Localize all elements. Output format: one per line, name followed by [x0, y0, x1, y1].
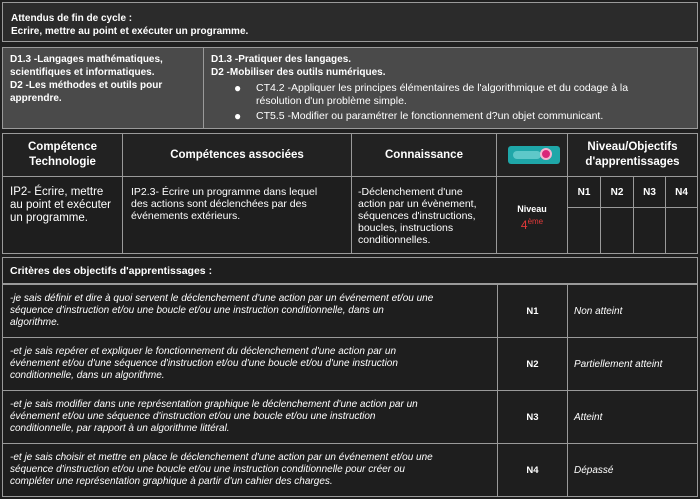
niveau-sup: ème — [527, 217, 544, 226]
associee-text — [131, 186, 317, 222]
domain-line: scientifiques et informatiques. — [10, 67, 155, 78]
status-text: Dépassé — [574, 465, 614, 476]
critere-status-n2 — [567, 337, 698, 391]
critere-row-n3 — [2, 390, 498, 444]
badge-pill — [513, 151, 541, 159]
bullet-icon: ● — [234, 81, 242, 95]
domain-line: D2 -Mobiliser des outils numériques. — [211, 67, 386, 78]
domains-right-text — [211, 53, 385, 79]
level-text: N3 — [526, 411, 539, 423]
cell-competence — [2, 176, 123, 254]
level-cell-n3[interactable] — [633, 207, 666, 254]
text-line: IP2.3- Écrire un programme dans lequel — [131, 186, 318, 198]
level-text: N4 — [675, 186, 688, 198]
critere-text — [10, 452, 433, 488]
header-competence — [2, 133, 123, 177]
text-line: algorithme. — [10, 317, 60, 328]
level-header-n4 — [665, 176, 698, 208]
level-cell-n1[interactable] — [567, 207, 601, 254]
text-line: conditionnelles. — [358, 234, 431, 246]
critere-status-n1 — [567, 284, 698, 338]
level-cell-n2[interactable] — [600, 207, 634, 254]
header-text: Compétences associées — [170, 148, 304, 161]
header-text: Compétence — [27, 141, 98, 153]
text-line: événement et/ou une séquence d'instruction et/ou une boucle et/ou une instruction — [10, 411, 376, 422]
level-header-n2 — [600, 176, 634, 208]
text-line: action par un évènement, — [358, 198, 477, 210]
text-line: compléter une représentation graphique à partir d'un cahier des charges. — [10, 476, 333, 487]
connaissance-text — [358, 186, 477, 246]
header-connaissance — [351, 133, 497, 177]
header-text: d'apprentissages — [585, 156, 680, 168]
bullet-text: résolution d'un problème simple. — [256, 95, 407, 107]
critere-text — [10, 293, 433, 329]
level-header-n3 — [633, 176, 666, 208]
critere-level-n2 — [497, 337, 568, 391]
level-header-n1 — [567, 176, 601, 208]
text-line: conditionnelle, par rapport à un algorithme littéral. — [10, 423, 230, 434]
status-text: Partiellement atteint — [574, 359, 663, 370]
level-text: N1 — [577, 186, 591, 198]
bullet-ct55 — [234, 109, 604, 123]
attendus-text — [11, 12, 248, 38]
header-associees — [122, 133, 352, 177]
critere-text — [10, 399, 418, 435]
text-line: -je sais définir et dire à quoi servent le déclenchement d'une action par un événement et/ou une — [10, 293, 434, 304]
bullet-icon: ● — [234, 109, 242, 123]
text-line: des actions sont déclenchées par des — [131, 198, 307, 210]
domain-line: apprendre. — [10, 93, 62, 104]
critere-level-n1 — [497, 284, 568, 338]
status-text: Atteint — [574, 412, 603, 423]
text-line: événements extérieurs. — [131, 210, 241, 222]
text-line: -et je sais repérer et expliquer le fonctionnement du déclenchement d'une action par un — [10, 346, 397, 357]
attendus-title: Attendus de fin de cycle : — [11, 13, 133, 24]
header-text: Niveau/Objectifs — [587, 141, 678, 153]
critere-text — [10, 346, 398, 382]
text-line: conditionnelle, dans un algorithme. — [10, 370, 165, 381]
domains-left-text — [10, 53, 163, 105]
text-line: boucles, instructions — [358, 222, 454, 234]
text-line: un programme. — [10, 212, 88, 224]
level-text: N4 — [526, 464, 539, 476]
text-line: séquence d'instruction et/ou une boucle et/ou une instruction conditionnelle pour créer ou — [10, 464, 405, 475]
critere-row-n2 — [2, 337, 498, 391]
cell-connaissance — [351, 176, 497, 254]
text-line: séquence d'instruction et/ou une boucle et/ou une instruction conditionnelle, dans un — [10, 305, 384, 316]
critere-row-n4 — [2, 443, 498, 497]
niveau-number: 4 — [520, 218, 528, 232]
header-text: Connaissance — [385, 148, 463, 161]
attendus-header — [2, 2, 698, 42]
text-line: IP2- Écrire, mettre — [10, 186, 104, 198]
criteres-title-row — [2, 257, 698, 284]
critere-level-n4 — [497, 443, 568, 497]
domains-left — [2, 47, 204, 129]
critere-status-n3 — [567, 390, 698, 444]
criteres-title: Critères des objectifs d'apprentissages : — [10, 265, 213, 277]
text-line: -et je sais choisir et mettre en place le déclenchement d'une action par un événement et/ou une — [10, 452, 433, 463]
level-badge-icon — [508, 146, 560, 164]
header-text: Technologie — [29, 156, 96, 168]
level-text: N3 — [643, 186, 656, 198]
text-line: -et je sais modifier dans une représentation graphique le déclenchement d'une action par un — [10, 399, 418, 410]
critere-level-n3 — [497, 390, 568, 444]
level-text: N1 — [526, 305, 539, 317]
domain-line: D1.3 -Pratiquer des langages. — [211, 54, 352, 65]
cell-niveau — [496, 176, 568, 254]
domain-line: D2 -Les méthodes et outils pour — [10, 80, 163, 91]
critere-row-n1 — [2, 284, 498, 338]
level-cell-n4[interactable] — [665, 207, 698, 254]
niveau-value — [497, 217, 567, 232]
header-niveau-objectifs — [567, 133, 698, 177]
cell-associee — [122, 176, 352, 254]
domain-line: D1.3 -Langages mathématiques, — [10, 54, 163, 65]
text-line: au point et exécuter — [10, 199, 112, 211]
text-line: événement et/ou d'une séquence d'instruction et/ou d'une boucle et/ou d'une instruction — [10, 358, 398, 369]
level-text: N2 — [526, 358, 539, 370]
niveau-label: Niveau — [517, 204, 547, 214]
domains-right — [203, 47, 698, 129]
text-line: -Déclenchement d'une — [358, 186, 463, 198]
competence-text — [10, 186, 111, 225]
critere-status-n4 — [567, 443, 698, 497]
attendus-subtitle: Ecrire, mettre au point et exécuter un programme. — [11, 26, 249, 37]
bullet-text: CT4.2 -Appliquer les principes élémentaires de l'algorithmique et du codage à la — [256, 82, 629, 94]
badge-ring — [540, 148, 552, 160]
bullet-text: CT5.5 -Modifier ou paramétrer le fonctionnement d?un objet communicant. — [256, 110, 604, 122]
level-text: N2 — [610, 186, 624, 198]
bullet-ct42 — [234, 81, 629, 108]
status-text: Non atteint — [574, 306, 623, 317]
text-line: séquences d'instructions, — [358, 210, 476, 222]
